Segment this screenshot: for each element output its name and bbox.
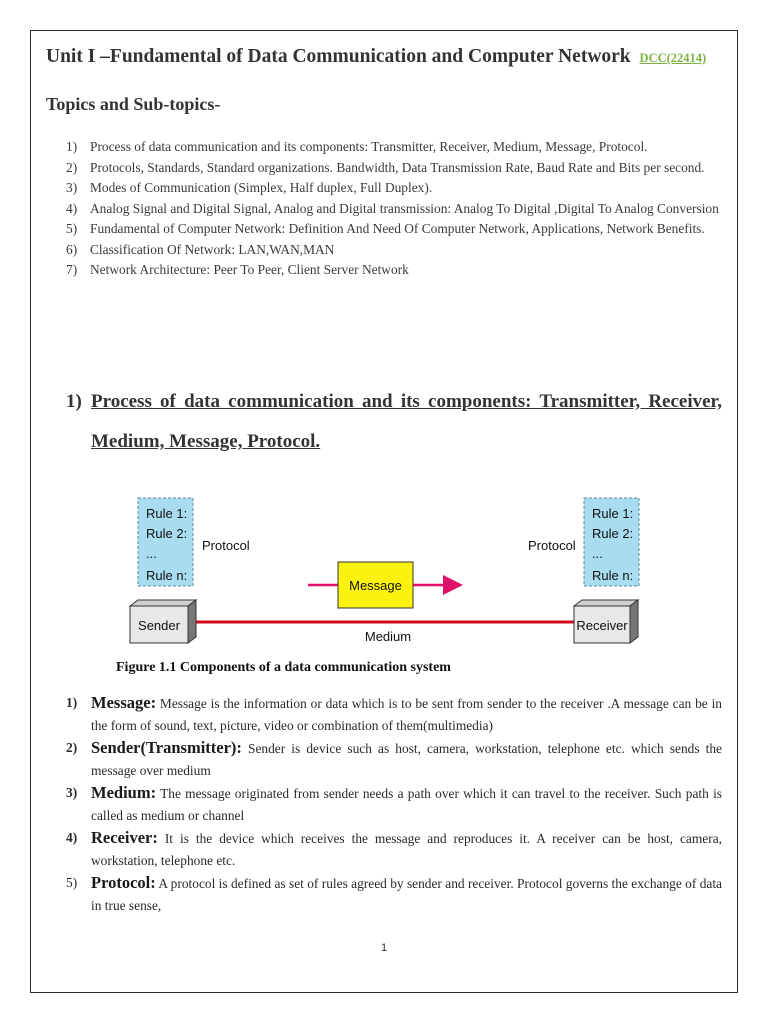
definition-term: Receiver: <box>91 828 158 847</box>
right-rule-dots: ... <box>592 546 603 561</box>
definition-term: Medium: <box>91 783 157 802</box>
item-number: 3) <box>66 180 78 195</box>
item-text: Process of data communication and its components: Transmitter, Receiver, Medium, Message, Protocol. <box>90 139 648 154</box>
message-label: Message <box>349 578 402 593</box>
definition-text: Sender is device such as host, camera, workstation, telephone etc. which sends the message over medium <box>91 741 723 778</box>
item-number: 5) <box>66 875 78 890</box>
item-text: Modes of Communication (Simplex, Half duplex, Full Duplex). <box>90 180 433 195</box>
topics-list <box>66 137 722 281</box>
figure-svg <box>108 494 648 684</box>
definition-term: Sender(Transmitter): <box>91 738 242 757</box>
list-item <box>66 199 722 220</box>
right-rule-1: Rule 1: <box>592 506 634 521</box>
list-item <box>66 240 722 261</box>
sender-label: Sender <box>138 618 180 633</box>
definition-text: Message is the information or data which is to be sent from sender to the receiver .A message can be in the form of sound, text, picture, video or combination of them(multimedia) <box>91 696 722 733</box>
definition-term: Protocol: <box>91 873 156 892</box>
receiver-box-side <box>630 600 638 643</box>
sender-box-side <box>188 600 196 643</box>
page-number: 1 <box>380 942 388 954</box>
topics-heading: Topics and Sub-topics- <box>46 94 221 114</box>
data-communication-figure <box>108 494 648 684</box>
right-rule-2: Rule 2: <box>592 526 634 541</box>
list-item <box>66 827 722 872</box>
item-number: 7) <box>66 262 78 277</box>
left-rule-2: Rule 2: <box>146 526 188 541</box>
list-item <box>66 158 722 179</box>
item-text: Network Architecture: Peer To Peer, Client Server Network <box>90 262 409 277</box>
item-number: 1) <box>66 139 78 154</box>
receiver-box-top <box>574 600 638 606</box>
item-text: Fundamental of Computer Network: Definition And Need Of Computer Network, Applications, Network Benefits. <box>90 221 705 236</box>
figure-caption: Figure 1.1 Components of a data communication system <box>116 660 451 675</box>
definition-term: Message: <box>91 693 157 712</box>
list-item <box>66 137 722 158</box>
list-item <box>66 737 722 782</box>
course-code: DCC(22414) <box>639 51 707 65</box>
medium-label: Medium <box>364 629 412 644</box>
list-item <box>66 260 722 281</box>
left-rule-1: Rule 1: <box>146 506 188 521</box>
item-number: 6) <box>66 241 78 257</box>
list-item <box>66 692 722 737</box>
section-number: 1) <box>66 391 82 412</box>
section-heading <box>66 382 722 462</box>
item-number: 2) <box>66 159 78 175</box>
definition-text: A protocol is defined as set of rules agreed by sender and receiver. Protocol governs the exchange of data in true sense, <box>91 876 722 913</box>
definition-text: The message originated from sender needs a path over which it can travel to the receiver. Such path is called as medium or channel <box>91 786 722 823</box>
item-number: 1) <box>66 695 78 710</box>
list-item <box>66 219 722 240</box>
item-number: 3) <box>66 785 78 800</box>
left-rule-n: Rule n: <box>146 568 188 583</box>
left-protocol-label: Protocol <box>202 538 250 553</box>
item-number: 4) <box>66 830 78 845</box>
right-protocol-label: Protocol <box>528 538 576 553</box>
definitions-list <box>66 692 722 917</box>
definition-text: It is the device which receives the message and reproduces it. A receiver can be host, camera, workstation, telephone etc. <box>91 831 722 868</box>
left-rule-dots: ... <box>146 546 157 561</box>
page-title <box>46 46 706 68</box>
section-title: Process of data communication and its components: Transmitter, Receiver, Medium, Message, Protocol. <box>91 391 722 452</box>
sender-box-top <box>130 600 196 606</box>
item-text: Protocols, Standards, Standard organizations. Bandwidth, Data Transmission Rate, Baud Rate and Bits per second. <box>90 159 705 175</box>
receiver-label: Receiver <box>576 618 628 633</box>
title-text: Unit I –Fundamental of Data Communication and Computer Network <box>46 46 631 67</box>
item-number: 4) <box>66 200 78 216</box>
list-item <box>66 178 722 199</box>
list-item <box>66 782 722 827</box>
item-text: Analog Signal and Digital Signal, Analog and Digital transmission: Analog To Digital ,Digital To Analog Conversion <box>90 200 719 216</box>
item-text: Classification Of Network: LAN,WAN,MAN <box>90 241 335 257</box>
item-number: 5) <box>66 221 78 236</box>
item-number: 2) <box>66 740 78 755</box>
list-item <box>66 872 722 917</box>
right-rule-n: Rule n: <box>592 568 634 583</box>
